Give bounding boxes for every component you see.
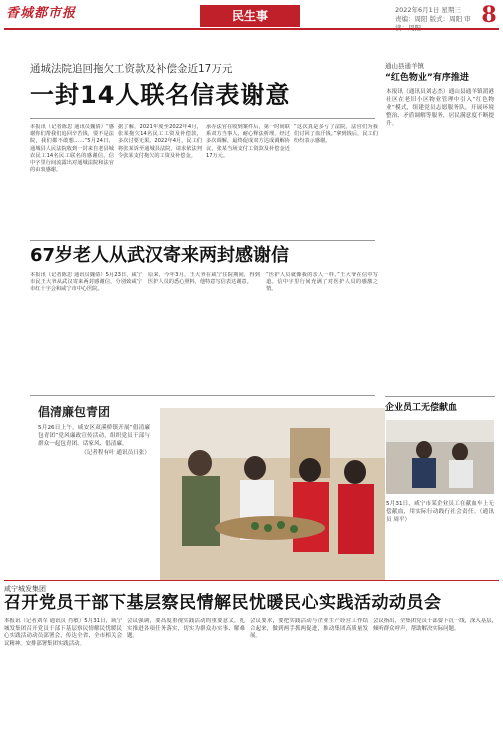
bottom-column-2 [127, 618, 245, 744]
photo-caption [38, 424, 150, 574]
lead-subtitle: 通城法院追回拖欠工资款及补偿金近17万元 [30, 63, 233, 75]
sidebar-body-text: 本报讯（通讯员刘志杰）通山县通羊镇湄港社区在老旧小区物业管理中引入“红色物业”模式，组建党员志愿服务队，开展环境整治、矛盾调解等服务，居民满意度不断提升。 [386, 89, 494, 127]
page-number: 8 [481, 2, 497, 28]
date-text: 2022年6月1日 星期三 [395, 6, 461, 14]
main-photo [160, 408, 385, 580]
story2-col2-text: 原来，今年3月，王大爷在咸宁住院期间，得到医护人员的悉心照料，他特意写信表达谢意。 [148, 272, 260, 286]
bottom-column-1 [4, 618, 122, 744]
story2-col1-text: 本报讯（记者陈思 通讯员魏倩）5月23日，咸宁市民王大爷从武汉寄来两封感谢信，分别致咸宁市红十字会和咸宁市中心医院。 [30, 272, 142, 293]
sidebar-photo-illustration [386, 420, 494, 494]
sidebar-rule [385, 396, 495, 397]
story2-column-2 [148, 272, 260, 390]
section-tag: 民生事 [200, 5, 300, 27]
lead-column-1 [30, 124, 114, 236]
lead-rule [30, 118, 375, 119]
bottom-col4-text: 会议指出，全集团党员干部要下沉一线，深入基层，倾听群众呼声，帮助解决实际问题。 [373, 618, 497, 632]
story2-rule [30, 240, 375, 241]
sidebar-headline-2: 企业员工无偿献血 [385, 403, 458, 413]
photo-credit: （记者程有叶 通讯员日张） [81, 450, 150, 456]
editor-credit: 责编：周阳 版式：周阳 审 [395, 15, 471, 23]
bottom-kicker: 咸宁城发集团 [4, 585, 46, 593]
lead-headline: 一封14人联名信表谢意 [30, 81, 291, 109]
story2-col3-text: “医护人员就像我的亲人一样。”王大爷在信中写道。信中字里行间充满了对医护人员的感激之情。 [266, 272, 378, 293]
sidebar-body [386, 88, 494, 388]
lead-col3-text: 承办法官在收到案件后，第一时间联系双方当事人，耐心释法析理，经过多次调解，最终促成双方达成调解协议，张某当场支付工资款及补偿金近17万元。 [206, 124, 290, 159]
bottom-col3-text: 会议要求，要把实践活动与企业生产经营工作结合起来，做到两手抓两促进，推动集团高质量发展。 [250, 618, 368, 640]
photo-story-title: 倡清廉包青团 [38, 405, 111, 419]
lead-column-4 [294, 124, 378, 236]
bottom-rule [4, 580, 499, 581]
bottom-column-3 [250, 618, 368, 744]
photo-rule [30, 395, 375, 396]
header-rule [4, 28, 499, 30]
bottom-headline: 召开党员干部下基层察民情解民忧暖民心实践活动动员会 [4, 593, 442, 613]
lead-column-2 [118, 124, 202, 236]
photo-caption-text: 5月26日上午，咸安区双溪桥镇开展“倡清廉包青团”党风廉政宣传活动，组织党员干部与群众一起包青团、话家风、倡清廉。 [38, 425, 150, 447]
lead-col4-text: “这次真是多亏了法院，法官们为我们讨回了血汗钱。”拿到钱后，民工们纷纷表示感谢。 [294, 124, 378, 145]
sidebar-caption [386, 500, 494, 578]
sidebar-caption-text: 5月31日，咸宁市某企业员工在献血车上无偿献血，用实际行动践行社会责任。（通讯员 周平） [386, 501, 494, 523]
lead-col1-text: 本报讯（记者陈思 通讯员魏倩）“感谢你们帮我们追回辛苦钱，要不是法院，我们都不敢想……”5月24日，通城县人民法院收到一封来自老县城农民工14名民工联名的感谢信，信中字里行间流露出对通城法院和法官的由衷感谢。 [30, 124, 114, 174]
story2-column-3 [266, 272, 378, 390]
sidebar-headline: “红色物业”有序推进 [385, 73, 469, 83]
lead-column-3 [206, 124, 290, 236]
bottom-col2-text: 会议强调，要高度重视实践活动的重要意义，扎实推进各项任务落实，切实为群众办实事、解难题。 [127, 618, 245, 640]
lead-col2-text: 据了解，2021年度至2022年4月，张某拖欠14名民工工资及补偿款，多次讨要无果。2022年4月，民工们将张某诉至通城县法院，请求依法判令张某支付拖欠的工资及补偿金。 [118, 124, 202, 159]
story2-column-1 [30, 272, 142, 390]
masthead-logo: 香城都市报 [6, 6, 77, 21]
sidebar-photo [386, 420, 494, 494]
bottom-column-4 [373, 618, 497, 744]
story2-headline: 67岁老人从武汉寄来两封感谢信 [30, 245, 290, 266]
bottom-col1-text: 本报讯（记者刘军 通讯员 肖敏）5月31日，咸宁城发集团召开党员干部下基层察民情解民忧暖民心实践活动动员部署会，传达全省、全市相关会议精神，安排部署集团实践活动。 [4, 618, 122, 647]
main-photo-illustration [160, 408, 385, 580]
sidebar-kicker: 通山县通羊镇 [385, 62, 424, 70]
